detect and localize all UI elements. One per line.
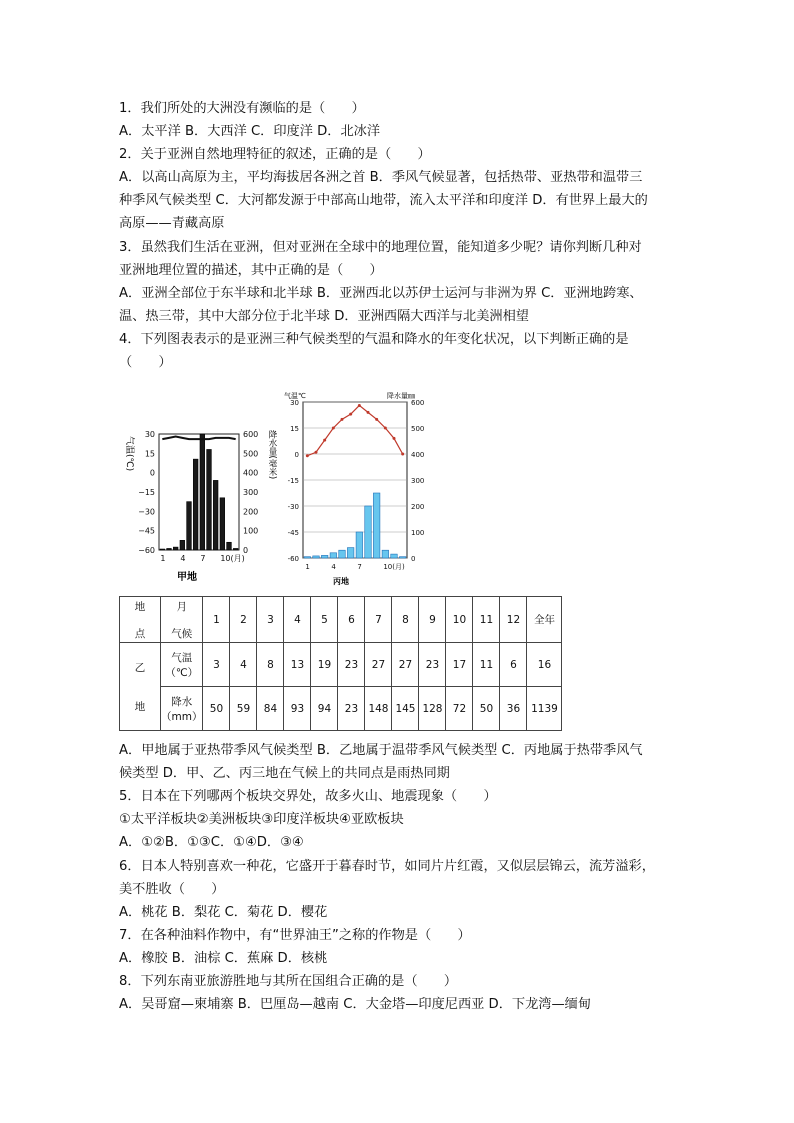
precip-bar — [173, 547, 178, 550]
temperature-point — [401, 453, 404, 456]
q5-stem: 5．日本在下列哪两个板块交界处，故多火山、地震现象（ ） — [119, 789, 497, 804]
y-left-tick-label: 30 — [290, 399, 299, 407]
y-left-tick-label: -30 — [287, 503, 299, 511]
temp-year: 16 — [527, 643, 562, 687]
climate-charts — [119, 390, 559, 590]
temperature-point — [323, 439, 326, 442]
prec-2: 59 — [230, 687, 257, 731]
x-tick-label: 7 — [200, 554, 206, 563]
temperature-point — [384, 427, 387, 430]
prec-12: 36 — [500, 687, 527, 731]
temperature-point — [358, 404, 361, 407]
temperature-point — [367, 411, 370, 414]
table-place-yi: 乙 地 — [120, 643, 161, 731]
prec-7: 148 — [365, 687, 392, 731]
y-right-tick-label: 500 — [243, 449, 259, 459]
month-4: 4 — [284, 597, 311, 643]
q8-options: A．吴哥窟—柬埔寨 B．巴厘岛—越南 C．大金塔—印度尼西亚 D．下龙湾—缅甸 — [119, 997, 592, 1012]
temp-11: 11 — [473, 643, 500, 687]
prec-year: 1139 — [527, 687, 562, 731]
precip-bar — [207, 449, 212, 550]
q6-options: A．桃花 B．梨花 C．菊花 D．樱花 — [119, 905, 328, 920]
q2-options-line-3: 高原——青藏高原 — [119, 216, 225, 231]
precip-bar — [391, 554, 398, 558]
y-right-tick-label: 0 — [411, 555, 416, 563]
y-right-tick-label: 600 — [243, 430, 259, 439]
y-right-tick-label: 0 — [243, 546, 249, 555]
month-8: 8 — [392, 597, 419, 643]
temp-10: 17 — [446, 643, 473, 687]
precip-bar — [347, 548, 354, 558]
y-left-tick-label: 0 — [149, 468, 155, 478]
y-left-tick-label: 30 — [144, 430, 155, 439]
q7-stem: 7．在各种油料作物中，有“世界油王”之称的作物是（ ） — [119, 928, 471, 943]
prec-6: 23 — [338, 687, 365, 731]
temperature-point — [332, 427, 335, 430]
q2-options-line-2: 种季风气候类型 C．大河都发源于中部高山地带，流入太平洋和印度洋 D．有世界上最大的 — [119, 193, 648, 208]
month-11: 11 — [473, 597, 500, 643]
temp-12: 6 — [500, 643, 527, 687]
precip-bar — [330, 553, 337, 558]
y-right-tick-label: 100 — [411, 529, 425, 537]
precip-bar — [213, 480, 218, 550]
precip-bar — [399, 557, 406, 558]
x-tick-label: 1 — [160, 554, 166, 563]
jia-left-axis-label: 气温(℃) — [124, 436, 134, 472]
x-tick-label: 1 — [305, 563, 310, 571]
prec-3: 84 — [257, 687, 284, 731]
y-left-tick-label: 15 — [290, 425, 299, 433]
temp-2: 4 — [230, 643, 257, 687]
q3-options-line-1: A．亚洲全部位于东半球和北半球 B．亚洲西北以苏伊士运河与非洲为界 C．亚洲地跨寒、 — [119, 286, 643, 301]
temperature-point — [393, 437, 396, 440]
y-left-tick-label: −30 — [138, 507, 155, 517]
temp-label: 气温 （℃） — [161, 643, 203, 687]
temp-6: 23 — [338, 643, 365, 687]
month-6: 6 — [338, 597, 365, 643]
chart-jia — [124, 429, 277, 583]
temperature-point — [375, 418, 378, 421]
temp-1: 3 — [203, 643, 230, 687]
precip-bar — [180, 540, 185, 550]
y-left-tick-label: -60 — [287, 555, 299, 563]
precip-bar — [313, 556, 320, 558]
q1-stem: 1．我们所处的大洲没有濒临的是（ ） — [119, 101, 365, 116]
q8-stem: 8．下列东南亚旅游胜地与其所在国组合正确的是（ ） — [119, 974, 458, 989]
prec-1: 50 — [203, 687, 230, 731]
precip-bar — [200, 434, 205, 550]
y-right-tick-label: 400 — [243, 468, 259, 478]
precip-bar — [187, 502, 192, 550]
plot-frame — [159, 434, 239, 550]
y-right-tick-label: 300 — [243, 488, 259, 497]
temp-8: 27 — [392, 643, 419, 687]
bing-right-axis-label: 降水量㎜ — [387, 392, 415, 400]
month-1: 1 — [203, 597, 230, 643]
prec-8: 145 — [392, 687, 419, 731]
prec-5: 94 — [311, 687, 338, 731]
bing-caption: 丙地 — [333, 577, 349, 586]
prec-10: 72 — [446, 687, 473, 731]
precip-bar — [160, 549, 165, 550]
prec-label: 降水 （mm） — [161, 687, 203, 731]
y-left-tick-label: −45 — [138, 526, 155, 536]
month-9: 9 — [419, 597, 446, 643]
q3-stem-line-2: 亚洲地理位置的描述，其中正确的是（ ） — [119, 263, 383, 278]
month-5: 5 — [311, 597, 338, 643]
y-right-tick-label: 400 — [411, 451, 425, 459]
y-left-tick-label: -15 — [287, 477, 299, 485]
temperature-point — [306, 454, 309, 457]
y-left-tick-label: −15 — [138, 488, 155, 497]
precip-bar — [365, 506, 372, 558]
q4-options-line-1: A．甲地属于亚热带季风气候类型 B．乙地属于温带季风气候类型 C．丙地属于热带季风气 — [119, 743, 643, 758]
precip-bar — [304, 557, 311, 558]
q4-stem-line-2: （ ） — [119, 355, 172, 370]
temperature-line — [307, 405, 402, 455]
precip-bar — [382, 550, 389, 558]
precip-bar — [193, 459, 198, 550]
precip-bar — [233, 548, 238, 550]
q1-options: A．太平洋 B．大西洋 C．印度洋 D．北冰洋 — [119, 124, 381, 139]
precip-bar — [373, 493, 380, 558]
jia-right-axis-label: 降水量(毫米) — [267, 430, 277, 480]
temperature-line — [162, 437, 235, 440]
q7-options: A．橡胶 B．油棕 C．蕉麻 D．核桃 — [119, 951, 328, 966]
x-tick-label: 10(月) — [383, 563, 405, 571]
y-left-tick-label: 15 — [144, 449, 155, 459]
month-12: 12 — [500, 597, 527, 643]
table-header-place: 地 点 — [120, 597, 161, 643]
month-7: 7 — [365, 597, 392, 643]
temperature-point — [349, 413, 352, 416]
y-left-tick-label: -45 — [287, 529, 299, 537]
x-tick-label: 10(月) — [220, 554, 245, 563]
temp-5: 19 — [311, 643, 338, 687]
q4-stem-line-1: 4．下列图表表示的是亚洲三种气候类型的气温和降水的年变化状况，以下判断正确的是 — [119, 332, 629, 347]
x-tick-label: 7 — [357, 563, 362, 571]
temp-9: 23 — [419, 643, 446, 687]
temp-3: 8 — [257, 643, 284, 687]
q2-options-line-1: A．以高山高原为主，平均海拔居各洲之首 B．季风气候显著，包括热带、亚热带和温带三 — [119, 170, 643, 185]
temp-7: 27 — [365, 643, 392, 687]
prec-9: 128 — [419, 687, 446, 731]
x-tick-label: 4 — [180, 554, 186, 563]
precip-bar — [339, 550, 346, 558]
y-right-tick-label: 500 — [411, 425, 425, 433]
precip-bar — [356, 532, 363, 558]
y-right-tick-label: 100 — [243, 526, 259, 536]
y-right-tick-label: 200 — [243, 507, 259, 517]
precip-bar — [227, 542, 232, 550]
precip-bar — [167, 548, 172, 550]
q6-stem-line-1: 6．日本人特别喜欢一种花，它盛开于暮春时节，如同片片红霞，又似层层锦云，流芳溢彩， — [119, 859, 655, 874]
precip-bar — [220, 498, 225, 550]
q4-options-line-2: 候类型 D．甲、乙、丙三地在气候上的共同点是雨热同期 — [119, 766, 450, 781]
x-tick-label: 4 — [331, 563, 336, 571]
q3-options-line-2: 温、热三带，其中大部分位于北半球 D．亚洲西隔大西洋与北美洲相望 — [119, 309, 529, 324]
month-3: 3 — [257, 597, 284, 643]
bing-left-axis-label: 气温℃ — [284, 392, 306, 400]
y-right-tick-label: 600 — [411, 399, 425, 407]
q2-stem: 2．关于亚洲自然地理特征的叙述，正确的是（ ） — [119, 147, 431, 162]
y-right-tick-label: 300 — [411, 477, 425, 485]
jia-caption: 甲地 — [177, 572, 197, 583]
prec-4: 93 — [284, 687, 311, 731]
table-header-item: 月 气候 — [161, 597, 203, 643]
chart-bing — [284, 391, 424, 586]
climate-table-yi — [119, 596, 562, 731]
temperature-point — [341, 418, 344, 421]
precip-bar — [321, 555, 328, 558]
climate-charts-svg — [119, 390, 559, 590]
q5-options: A．①②B．①③C．①④D．③④ — [119, 835, 304, 850]
y-left-tick-label: 0 — [294, 451, 299, 459]
q5-choices: ①太平洋板块②美洲板块③印度洋板块④亚欧板块 — [119, 812, 404, 827]
month-10: 10 — [446, 597, 473, 643]
y-right-tick-label: 200 — [411, 503, 425, 511]
prec-11: 50 — [473, 687, 500, 731]
q3-stem-line-1: 3．虽然我们生活在亚洲，但对亚洲在全球中的地理位置，能知道多少呢？请你判断几种对 — [119, 240, 642, 255]
temp-4: 13 — [284, 643, 311, 687]
q6-stem-line-2: 美不胜收（ ） — [119, 882, 225, 897]
month-2: 2 — [230, 597, 257, 643]
temperature-point — [315, 451, 318, 454]
month-year: 全年 — [527, 597, 562, 643]
y-left-tick-label: −60 — [138, 546, 155, 555]
